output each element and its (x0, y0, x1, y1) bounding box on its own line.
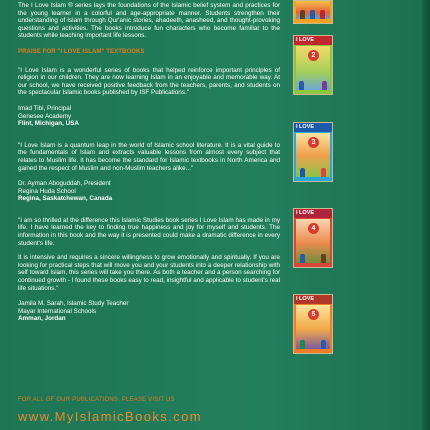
testimonial-text-continued: It is intensive and requires a sincere willingness to grow emotionally and spiritually. If you are looking for practical steps that will move you and your students into a deeper relationship with self toward Islam, this series will take you there. As both a teacher and a person searching for continued growth - I found these books easy to read, insightful and applicable to student's real life situations." (18, 254, 280, 292)
praise-heading: PRAISE FOR "I LOVE ISLAM" TEXTBOOKS (18, 48, 145, 55)
child-figure (321, 168, 326, 177)
child-figure (321, 340, 326, 349)
testimonial-org: Genesee Academy (18, 112, 72, 120)
testimonial-name: Jamila M. Sarah, Islamic Study Teacher (18, 300, 129, 308)
testimonial-text: "I am so thrilled at the difference this Islamic Studies book series I Love Islam has made in my life. I have learned the key to finding true happiness and joy for myself and students. The information in this book and the way it is presented could make a dramatic difference in every student's life. (18, 216, 280, 247)
testimonial-name: Dr. Ayman Aboguddah, President (18, 180, 111, 188)
book-cover-3 (293, 122, 333, 182)
book-title: I LOVE (294, 295, 332, 304)
series-intro: The I Love Islam ® series lays the foundations of the Islamic belief system and practices for the young learner in a colorful and age-appropriate manner. Students strengthen their understanding of Islam through Qur'anic stories, ahadeeth, anasheed, and thought-provoking questions and activities. The books introduce fun characters who become familiar to the students while teaching important life lessons. (18, 2, 280, 40)
child-figure (300, 10, 305, 19)
testimonial-signature (18, 105, 280, 128)
child-figure (300, 340, 305, 349)
book-cover-2 (293, 35, 333, 95)
child-figure (299, 81, 304, 90)
testimonial-text: "I Love Islam is a quantum leap in the world of Islamic school literature. It is a vital guide to the fundamentals of Islam and extracts valuable lessons from almost every subject that relates to Muslim life. It has become the standard for Islamic textbooks in North America and gained the respect of Muslim and non-Muslim teachers alike..." (18, 141, 280, 172)
book-title: I LOVE (294, 123, 332, 132)
child-figure (321, 254, 326, 263)
testimonial-place: Flint, Michigan, USA (18, 120, 79, 128)
text-column (18, 0, 280, 430)
child-figure (310, 10, 315, 19)
testimonial-text: "I Love Islam is a wonderful series of books that helped reinforce important principles of religion in our children. They are now learning Islam in an enjoyable and memorable way. At our school, we have received positive feedback from the teachers, parents, and students on the spectacular Islamic books published by ISF Publications." (18, 66, 280, 97)
cover-illustration (296, 1, 330, 19)
child-figure (300, 168, 305, 177)
book-cover-1 (293, 0, 333, 24)
child-figure (322, 81, 327, 90)
child-figure (300, 254, 305, 263)
book-cover-4 (293, 208, 333, 268)
book-number: 3 (308, 137, 319, 148)
book-number: 5 (308, 309, 319, 320)
testimonial-place: Amman, Jordan (18, 315, 66, 323)
testimonial-org: Regina Huda School (18, 187, 76, 195)
book-title: I LOVE (294, 36, 332, 45)
testimonial-3 (18, 217, 280, 323)
testimonial-signature (18, 180, 280, 203)
testimonial-signature (18, 300, 280, 323)
testimonial-place: Regina, Saskatchewan, Canada (18, 195, 113, 203)
child-figure (320, 10, 325, 19)
publications-note: FOR ALL OF OUR PUBLICATIONS, PLEASE VISIT US (18, 397, 175, 403)
testimonial-2 (18, 142, 280, 203)
book-title: I LOVE (294, 209, 332, 218)
book-spine-edge (422, 0, 430, 430)
website-link[interactable]: www.MyIslamicBooks.com (18, 409, 202, 424)
book-number: 2 (308, 50, 319, 61)
book-number: 4 (308, 223, 319, 234)
testimonial-name: Imad Tibi, Principal (18, 104, 72, 112)
testimonial-org: Mayar International Schools (18, 307, 97, 315)
testimonial-1 (18, 67, 280, 128)
book-cover-5 (293, 294, 333, 354)
